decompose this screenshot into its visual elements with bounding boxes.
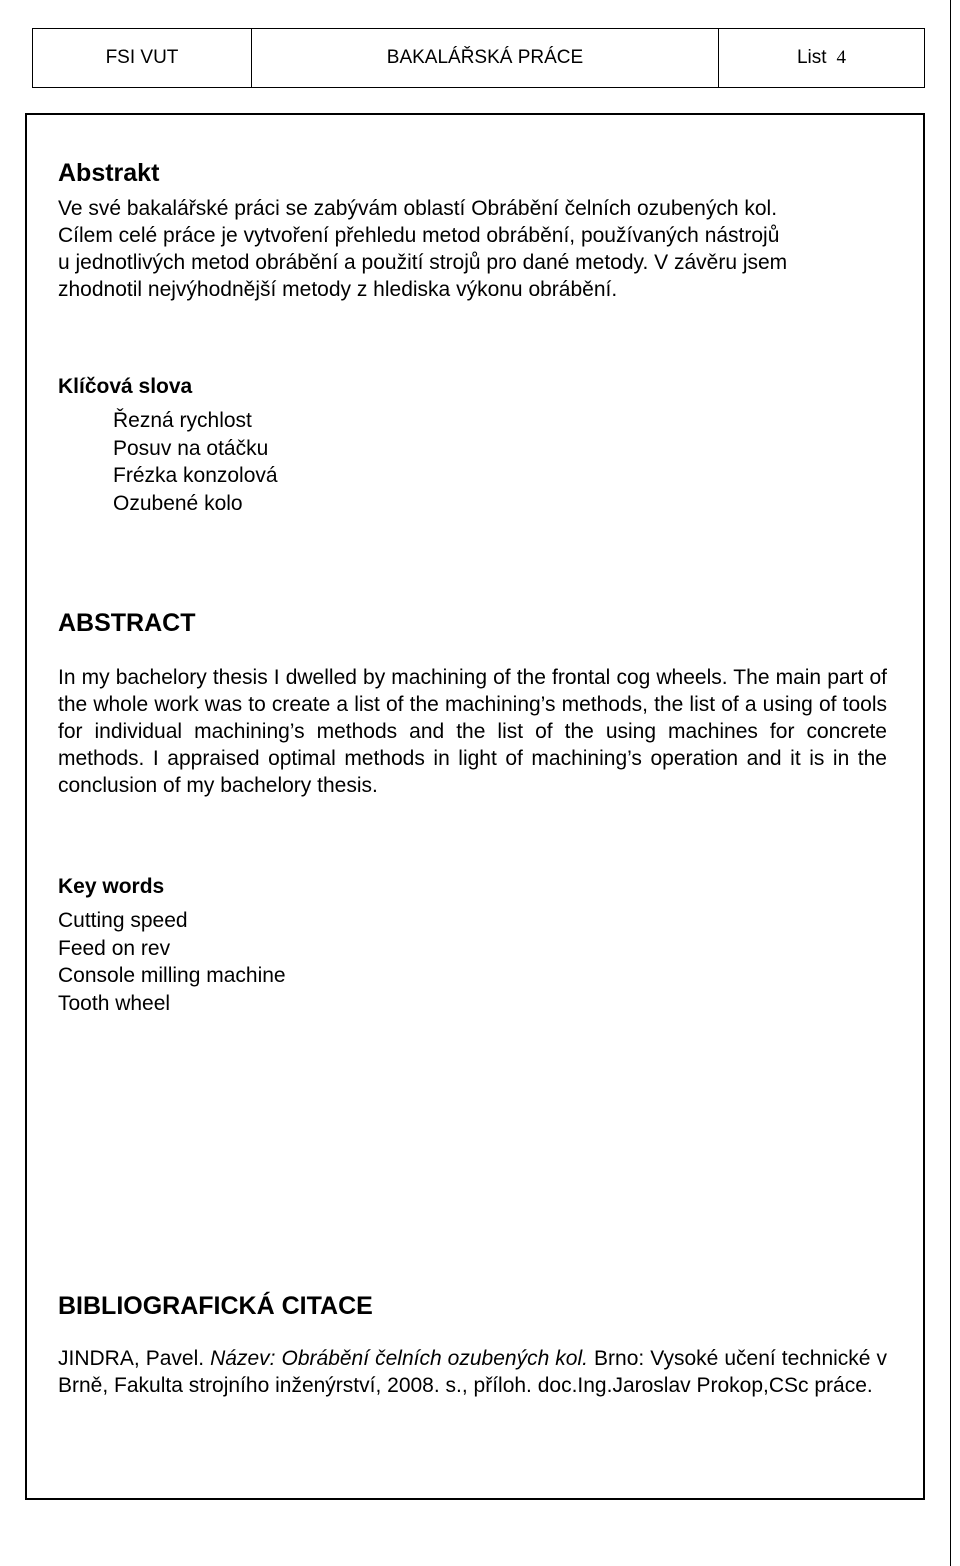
klicove-slovo-item: Řezná rychlost [113, 409, 252, 432]
key-word-item: Cutting speed [58, 909, 188, 932]
header-document-type-text: BAKALÁŘSKÁ PRÁCE [386, 47, 584, 68]
header-institution-text: FSI VUT [105, 47, 179, 68]
key-word-item: Console milling machine [58, 964, 286, 987]
header-document-type [252, 29, 719, 87]
header-page-info [719, 29, 924, 87]
header-institution [33, 29, 252, 87]
citation-details: Brno: Vysoké učení technické v Brně, Fakulta strojního inženýrství, 2008. s., příloh. doc.Ing.Jaroslav Prokop,CSc práce. [58, 1347, 888, 1397]
header-page-number: 4 [836, 47, 847, 68]
abstract-heading: ABSTRACT [58, 609, 196, 637]
abstrakt-line: Ve své bakalářské práci se zabývám oblastí Obrábění čelních ozubených kol. [58, 197, 778, 220]
citation-paragraph [58, 1345, 887, 1399]
citation-heading: BIBLIOGRAFICKÁ CITACE [58, 1292, 373, 1320]
key-word-item: Feed on rev [58, 936, 171, 960]
header-page-label: List [796, 47, 827, 68]
citation-author: JINDRA, Pavel. [58, 1347, 205, 1370]
abstrakt-line: zhodnotil nejvýhodnější metody z hlediska výkonu obrábění. [58, 278, 618, 301]
abstrakt-heading: Abstrakt [58, 159, 160, 187]
abstrakt-paragraph [58, 195, 898, 303]
abstract-paragraph: In my bachelory thesis I dwelled by machining of the frontal cog wheels. The main part of the whole work was to create a list of the machining’s methods, the list of a using of tools for individual machining’s methods and the list of the using machines for concrete methods. I appraised optimal methods in light of machining’s operation and it is in the conclusion of my bachelory thesis. [58, 666, 887, 797]
citation-title: Název: Obrábění čelních ozubených kol. [210, 1347, 588, 1370]
klicove-slovo-item: Posuv na otáčku [113, 436, 269, 460]
abstrakt-line: Cílem celé práce je vytvoření přehledu metod obrábění, používaných nástrojů [58, 224, 780, 247]
key-word-item: Tooth wheel [58, 991, 171, 1015]
klicove-slovo-item: Ozubené kolo [113, 491, 243, 515]
klicova-slova-list [113, 407, 278, 517]
key-words-heading: Key words [58, 875, 165, 898]
abstrakt-line: u jednotlivých metod obrábění a použití strojů pro dané metody. V závěru jsem [58, 251, 788, 274]
klicova-slova-heading: Klíčová slova [58, 375, 193, 398]
page-header [32, 28, 925, 88]
page-edge-rule [950, 0, 951, 1566]
klicove-slovo-item: Frézka konzolová [113, 464, 278, 487]
key-words-list [58, 907, 286, 1017]
